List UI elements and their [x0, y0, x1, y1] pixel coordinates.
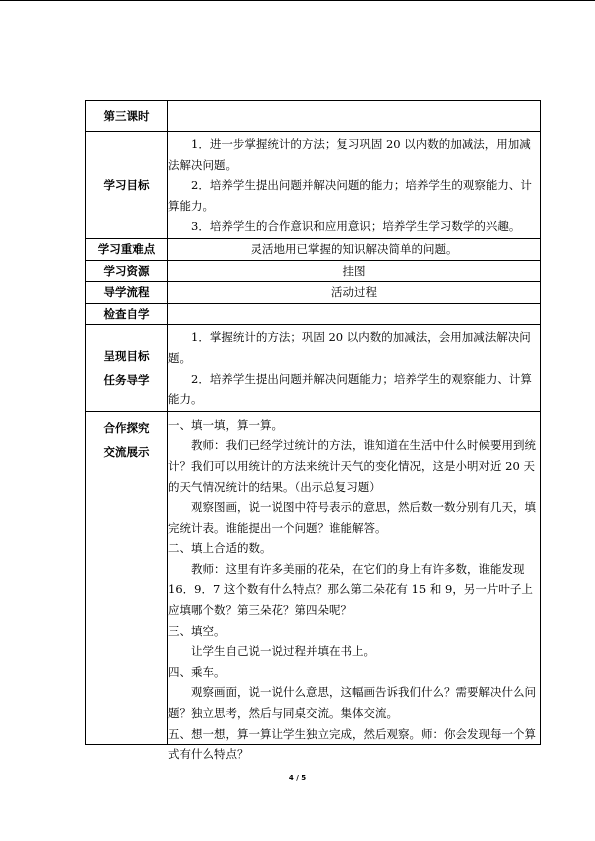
cooperate-label-line: 合作探究 — [103, 420, 150, 435]
resources-label: 学习资源 — [86, 260, 168, 282]
row-self-check — [86, 303, 541, 325]
row-present-goals — [86, 325, 541, 411]
row-cooperate — [86, 411, 541, 744]
row-resources — [86, 260, 541, 282]
top-rule — [0, 0, 595, 1]
section-paragraph: 观察图画，说一说图中符号表示的意思，然后数一数分别有几天，填完统计表。谁能提出一个问题？谁能解答。 — [168, 500, 536, 535]
page-number: 4 / 5 — [288, 774, 307, 782]
flow-label: 导学流程 — [86, 282, 168, 304]
objective-item: 1．进一步掌握统计的方法；复习巩固 20 以内数的加减法，用加减法解决问题。 — [168, 137, 531, 172]
objective-item: 3．培养学生的合作意识和应用意识；培养学生学习数学的兴趣。 — [191, 219, 521, 234]
key-points-value: 灵活地用已掌握的知识解决简单的问题。 — [168, 238, 541, 260]
section-title: 四、乘车。 — [168, 664, 226, 679]
row-flow — [86, 282, 541, 304]
lesson-plan-table — [85, 100, 541, 762]
goal-item: 1．掌握统计的方法；巩固 20 以内数的加减法，会用加减法解决问题。 — [168, 330, 531, 365]
row-lesson-number — [86, 101, 541, 132]
objectives-content — [168, 132, 541, 239]
section-paragraph: 让学生自己说一说过程并填在书上。 — [191, 644, 375, 659]
section-title: 三、填空。 — [168, 623, 226, 638]
objective-item: 2．培养学生提出问题并解决问题的能力；培养学生的观察能力、计算能力。 — [168, 178, 532, 213]
resources-value: 挂图 — [168, 260, 541, 282]
section-title: 二、填上合适的数。 — [168, 541, 272, 556]
row-objectives — [86, 132, 541, 239]
present-goals-label-line: 任务导学 — [103, 373, 150, 388]
section-title: 五、想一想，算一算让学生独立完成，然后观察。师：你会发现每一个算式有什么特点？ — [168, 726, 536, 762]
section-paragraph: 观察画面，说一说什么意思，这幅画告诉我们什么？需要解决什么问题？独立思考，然后与同桌交流。集体交流。 — [168, 685, 536, 721]
self-check-label: 检查自学 — [86, 303, 168, 325]
cooperate-content — [168, 411, 541, 762]
key-points-label: 学习重难点 — [86, 238, 168, 260]
section-paragraph: 教师：这里有许多美丽的花朵，在它们的身上有许多数，谁能发现 16．9．7 这个数有什么特点？那么第二朵花有 15 和 9，另一片叶子上应填哪个数？第三朵花？第四朵呢？ — [168, 561, 533, 618]
self-check-value — [168, 303, 541, 325]
cooperate-label-line: 交流展示 — [103, 444, 150, 459]
present-goals-label — [86, 325, 168, 411]
objectives-label: 学习目标 — [86, 132, 168, 239]
goal-item: 2．培养学生提出问题并解决问题能力；培养学生的观察能力、计算能力。 — [168, 371, 532, 407]
present-goals-content — [168, 325, 541, 411]
cooperate-label — [86, 411, 168, 744]
row-key-points — [86, 238, 541, 260]
present-goals-label-line: 呈现目标 — [103, 349, 150, 364]
lesson-number-label: 第三课时 — [86, 101, 168, 132]
section-title: 一、填一填，算一算。 — [168, 417, 283, 432]
lesson-number-value — [168, 101, 541, 132]
section-paragraph: 教师：我们已经学过统计的方法，谁知道在生活中什么时候要用到统计？我们可以用统计的方法来统计天气的变化情况，这是小明对近 20 天的天气情况统计的结果。（出示总复习题） — [168, 438, 536, 494]
flow-value: 活动过程 — [168, 282, 541, 304]
